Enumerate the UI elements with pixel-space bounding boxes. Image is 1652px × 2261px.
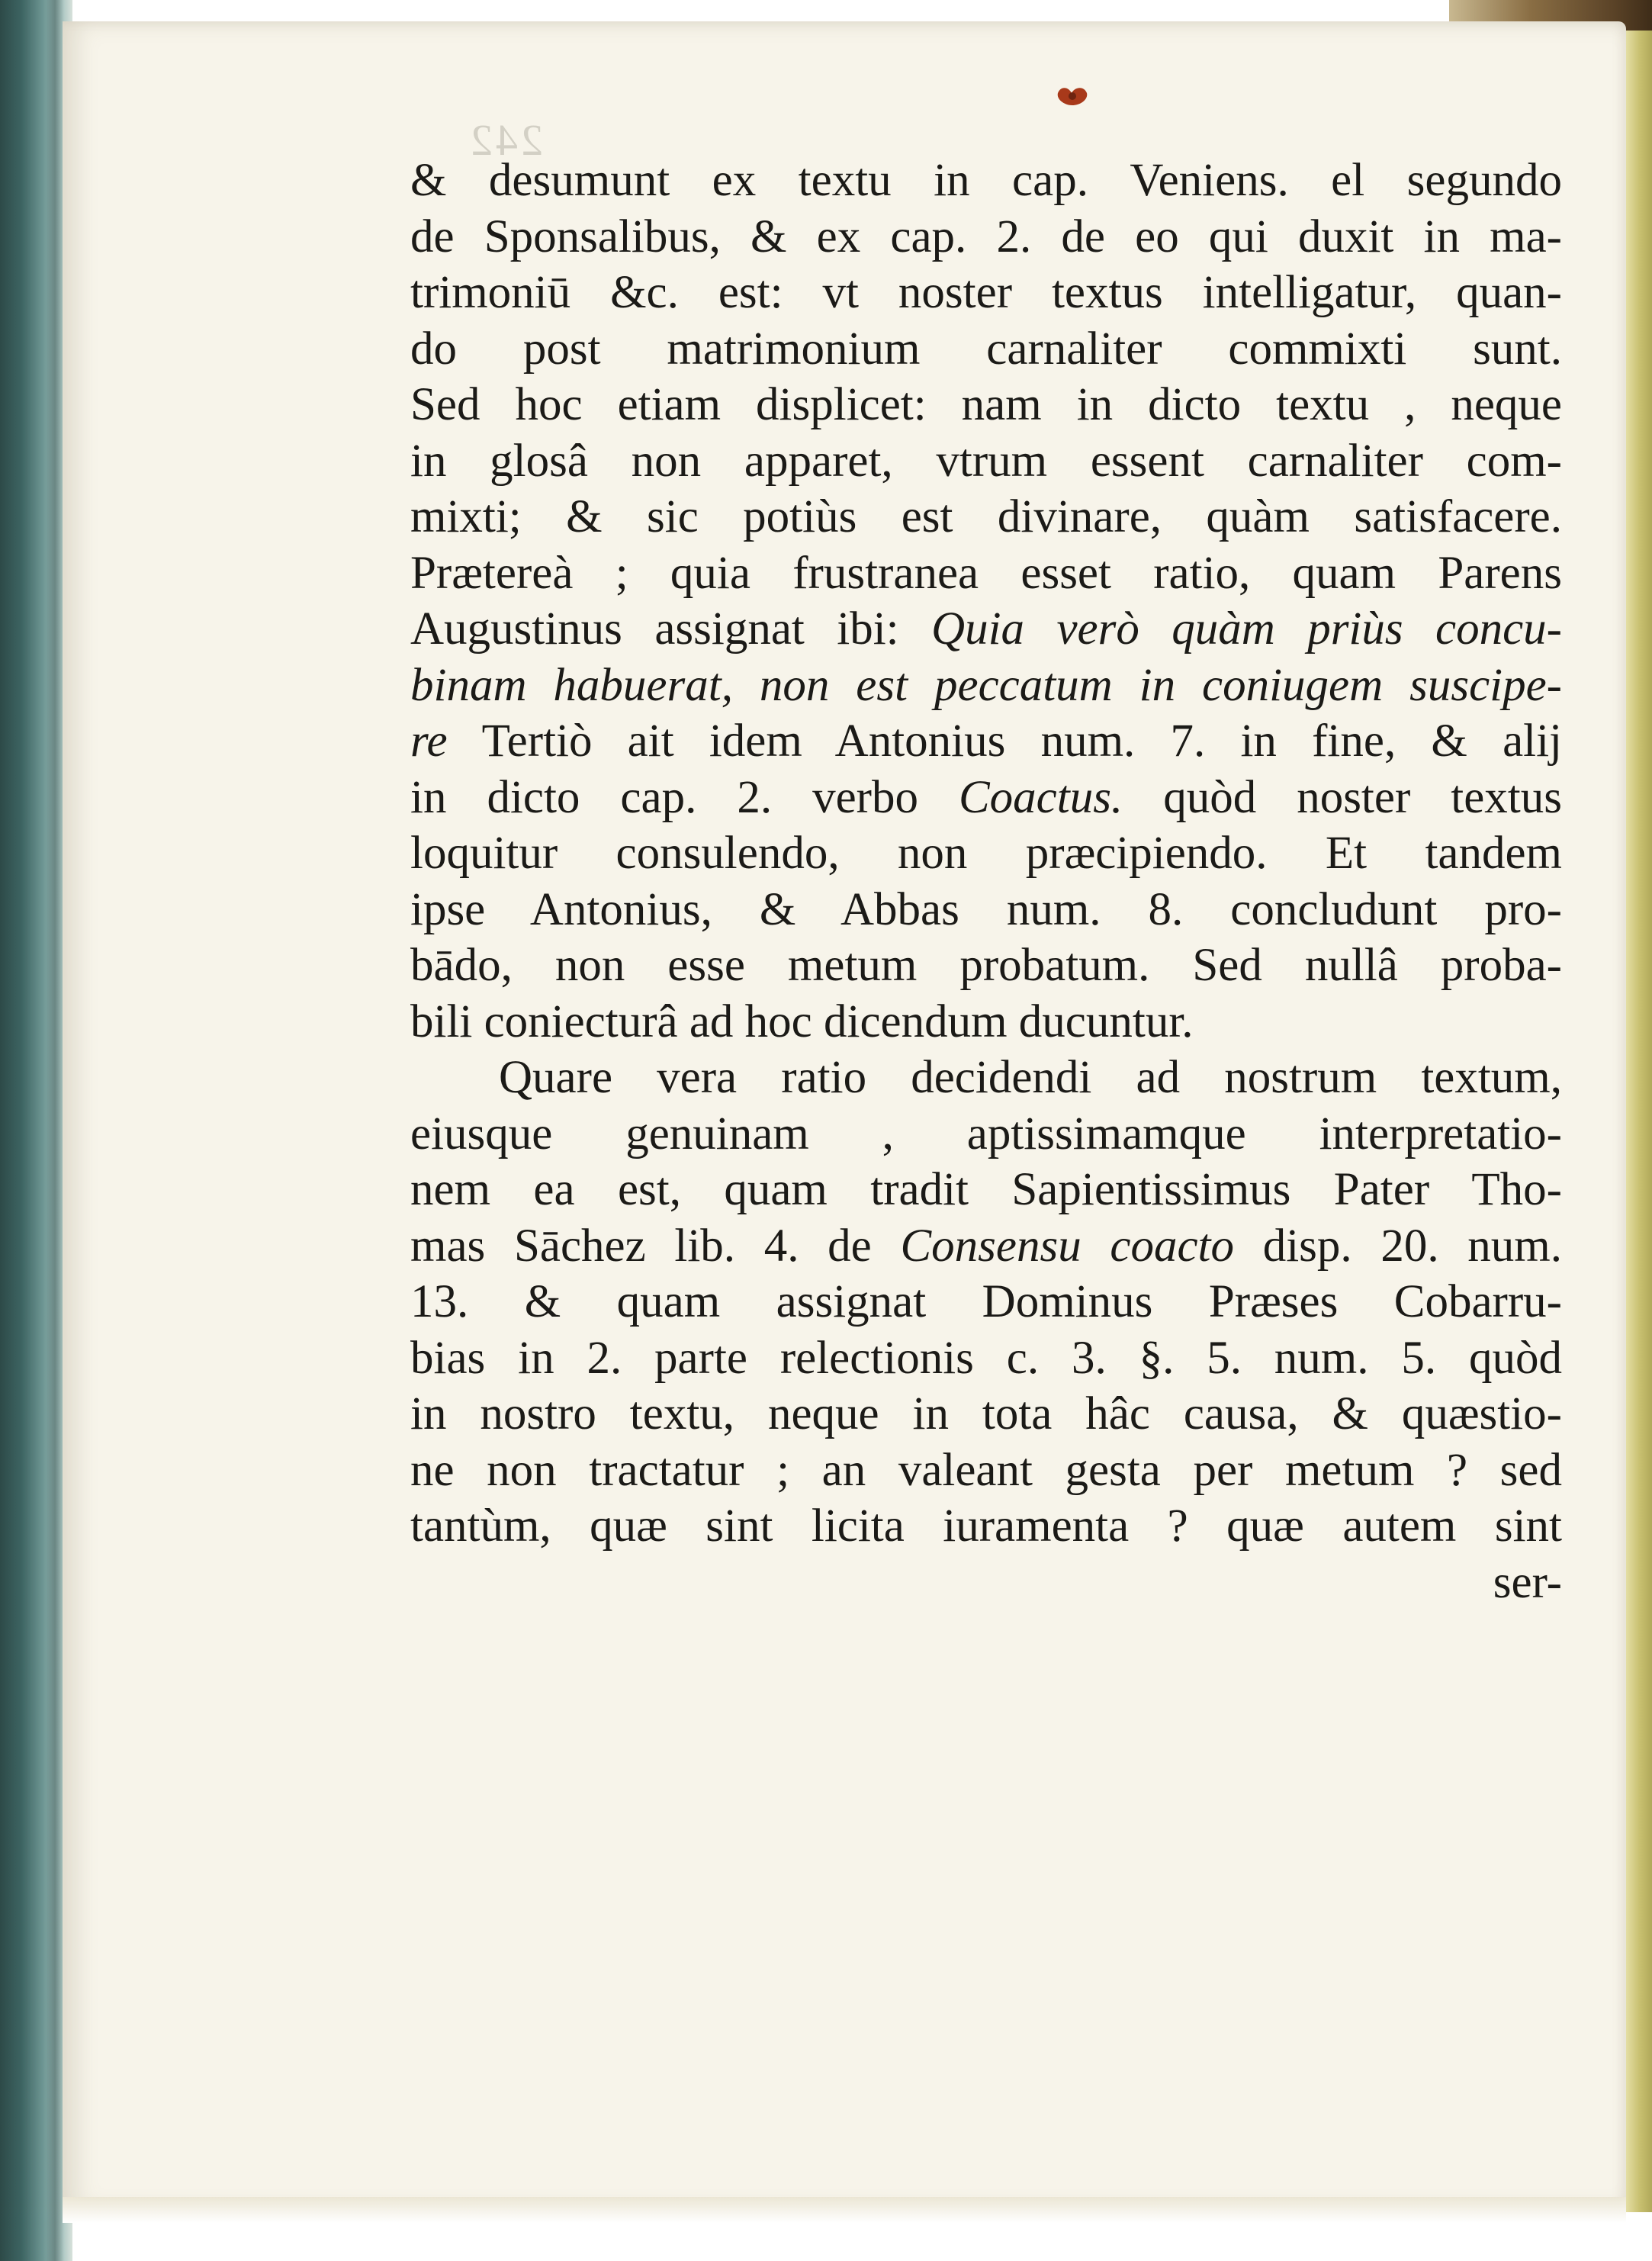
text-line xyxy=(410,489,1562,545)
text-line xyxy=(410,545,1562,602)
text-line xyxy=(410,433,1562,490)
text-line xyxy=(410,938,1562,994)
text-span: Augustinus assignat ibi: xyxy=(410,603,932,654)
text-span: 13. & quam assignat Dominus Præses Cobarru- xyxy=(410,1276,1562,1327)
text-line xyxy=(410,882,1562,938)
text-span: in glosâ non apparet, vtrum essent carnaliter com- xyxy=(410,435,1562,487)
text-span: Quare vera ratio decidendi ad nostrum textum, xyxy=(499,1052,1562,1103)
text-line xyxy=(410,658,1562,714)
text-line xyxy=(410,1218,1562,1275)
text-span: loquitur consulendo, non præcipiendo. Et tandem xyxy=(410,828,1562,879)
text-line xyxy=(410,825,1562,882)
italic-text-span: Coactus. xyxy=(958,771,1123,823)
text-span: eiusque genuinam , aptissimamque interpretatio- xyxy=(410,1108,1562,1159)
text-line xyxy=(410,770,1562,826)
text-span: in dicto cap. 2. verbo xyxy=(410,771,959,823)
text-span: tantùm, quæ sint licita iuramenta ? quæ autem sint xyxy=(410,1500,1562,1552)
text-line xyxy=(410,209,1562,265)
text-line xyxy=(410,153,1562,209)
text-span: Sed hoc etiam displicet: nam in dicto textu , neque xyxy=(410,379,1562,430)
text-line xyxy=(410,1442,1562,1499)
text-span: ne non tractatur ; an valeant gesta per metum ? sed xyxy=(410,1444,1562,1496)
text-span: in nostro textu, neque in tota hâc causa, & quæstio- xyxy=(410,1388,1562,1439)
text-line xyxy=(410,321,1562,378)
text-line xyxy=(410,1106,1562,1163)
text-span: Tertiò ait idem Antonius num. 7. in fine, & alij xyxy=(447,716,1562,767)
text-span: & desumunt ex textu in cap. Veniens. el segundo xyxy=(410,155,1562,206)
text-span: ser- xyxy=(1493,1556,1562,1608)
text-line xyxy=(410,713,1562,770)
text-span: bias in 2. parte relectionis c. 3. §. 5. num. 5. quòd xyxy=(410,1332,1562,1384)
text-line xyxy=(410,994,1562,1050)
italic-text-span: binam habuerat, non est peccatum in coniugem suscipe- xyxy=(410,659,1562,711)
text-line xyxy=(410,1274,1562,1330)
page-text-block xyxy=(410,153,1562,1610)
text-line xyxy=(410,1386,1562,1442)
text-span: disp. 20. num. xyxy=(1234,1220,1562,1272)
italic-text-span: re xyxy=(410,716,448,767)
text-span: de Sponsalibus, & ex cap. 2. de eo qui duxit in ma- xyxy=(410,211,1562,262)
text-span: bādo, non esse metum probatum. Sed nullâ proba- xyxy=(410,940,1562,991)
small-red-ornament-icon xyxy=(1053,82,1091,108)
text-span: do post matrimonium carnaliter commixti sunt. xyxy=(410,323,1562,375)
text-line xyxy=(410,1498,1562,1555)
text-line xyxy=(410,1050,1562,1106)
text-span: bili coniecturâ ad hoc dicendum ducuntur. xyxy=(410,995,1194,1047)
text-span: ipse Antonius, & Abbas num. 8. concludunt pro- xyxy=(410,883,1562,935)
text-line xyxy=(410,1330,1562,1387)
page-bottom-edge xyxy=(63,2197,1626,2223)
text-line xyxy=(410,265,1562,321)
text-span: trimoniū &c. est: vt noster textus intelligatur, quan- xyxy=(410,267,1562,318)
text-span: nem ea est, quam tradit Sapientissimus Pater Tho- xyxy=(410,1164,1562,1215)
bleed-through-page-number: 242 xyxy=(468,115,543,165)
spine-shadow xyxy=(46,0,64,2261)
text-line xyxy=(410,1555,1562,1611)
text-line xyxy=(410,377,1562,433)
italic-text-span: Quia verò quàm priùs concu- xyxy=(931,603,1562,654)
text-span: quòd noster textus xyxy=(1123,771,1562,823)
italic-text-span: Consensu coacto xyxy=(900,1220,1235,1272)
text-span: mixti; & sic potiùs est divinare, quàm satisfacere. xyxy=(410,491,1562,542)
text-line xyxy=(410,1162,1562,1218)
text-line xyxy=(410,601,1562,658)
text-span: Prætereà ; quia frustranea esset ratio, quam Parens xyxy=(410,547,1562,599)
text-span: mas Sāchez lib. 4. de xyxy=(410,1220,901,1272)
